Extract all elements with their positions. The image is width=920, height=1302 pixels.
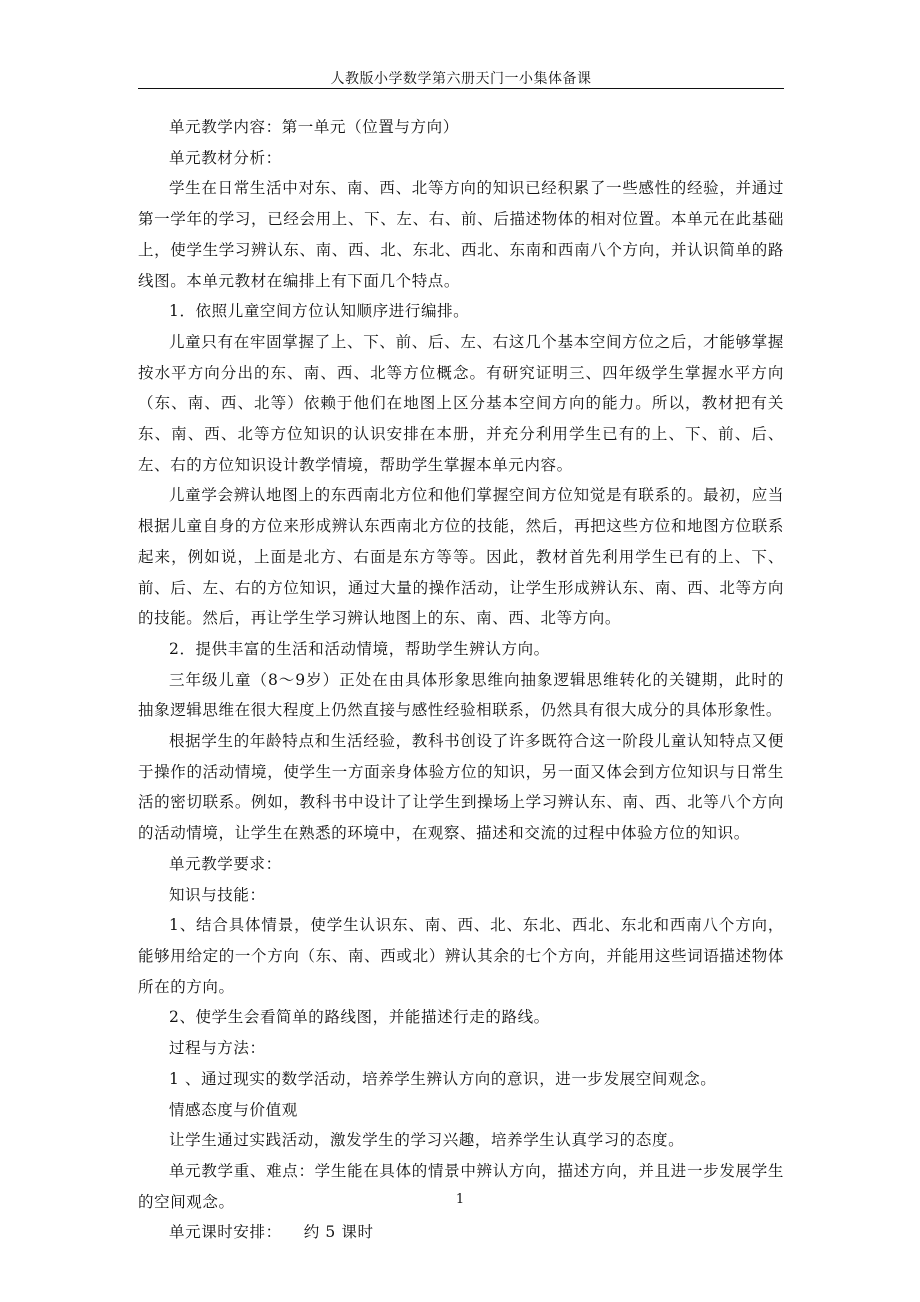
- paragraph-unit-content: 单元教学内容：第一单元（位置与方向）: [169, 118, 459, 136]
- document-body: [138, 112, 784, 1248]
- paragraph-requirements-heading: 单元教学要求：: [169, 854, 282, 873]
- paragraph-class-hours: 单元课时安排： 约 5 课时: [169, 1223, 374, 1242]
- paragraph-material-analysis-heading: 单元教材分析：: [169, 148, 282, 167]
- header-rule: [138, 88, 784, 89]
- paragraph-attitude-detail: 让学生通过实践活动，激发学生的学习兴趣，培养学生认真学习的态度。: [169, 1131, 685, 1150]
- paragraph-feature-1-detail-b: 儿童学会辨认地图上的东西南北方位和他们掌握空间方位知觉是有联系的。最初，应当根据儿童自身的方位来形成辨认东西南北方位的技能，然后，再把这些方位和地图方位联系起来，例如说，上面是北方、右面是东方等等。因此，教材首先利用学生已有的上、下、前、后、左、右的方位知识，通过大量的操作活动，让学生形成辨认东、南、西、北等方向的技能。然后，再让学生学习辨认地图上的东、南、西、北等方向。: [138, 486, 784, 628]
- paragraph-feature-1-detail-a: 儿童只有在牢固掌握了上、下、前、后、左、右这几个基本空间方位之后，才能够掌握按水平方向分出的东、南、西、北等方位概念。有研究证明三、四年级学生掌握水平方向（东、南、西、北等）依赖于他们在地图上区分基本空间方向的能力。所以，教材把有关东、南、西、北等方位知识的认识安排在本册，并充分利用学生已有的上、下、前、后、左、右的方位知识设计教学情境，帮助学生掌握本单元内容。: [138, 332, 784, 474]
- paragraph-feature-1-heading: 1．依照儿童空间方位认知顺序进行编排。: [169, 302, 470, 321]
- page-number: 1: [455, 1192, 465, 1207]
- paragraph-key-difficult-points: 单元教学重、难点：学生能在具体的情景中辨认方向，描述方向，并且进一步发展学生的空间观念。: [138, 1161, 784, 1211]
- paragraph-knowledge-item-2: 2、使学生会看简单的路线图，并能描述行走的路线。: [169, 1008, 550, 1027]
- running-header: 人教版小学数学第六册天门一小集体备课: [330, 71, 592, 87]
- paragraph-knowledge-skills-heading: 知识与技能：: [169, 885, 266, 904]
- paragraph-feature-2-heading: 2．提供丰富的生活和活动情境，帮助学生辨认方向。: [169, 639, 550, 658]
- paragraph-process-method-heading: 过程与方法：: [169, 1039, 266, 1058]
- paragraph-feature-2-detail-a: 三年级儿童（8～9岁）正处在由具体形象思维向抽象逻辑思维转化的关键期，此时的抽象逻辑思维在很大程度上仍然直接与感性经验相联系，仍然具有很大成分的具体形象性。: [138, 670, 784, 720]
- paragraph-attitude-heading: 情感态度与价值观: [169, 1100, 298, 1119]
- paragraph-knowledge-item-1: 1、结合具体情景，使学生认识东、南、西、北、东北、西北、东北和西南八个方向，能够用给定的一个方向（东、南、西或北）辨认其余的七个方向，并能用这些词语描述物体所在的方向。: [138, 916, 784, 996]
- paragraph-analysis-intro: 学生在日常生活中对东、南、西、北等方向的知识已经积累了一些感性的经验，并通过第一学年的学习，已经会用上、下、左、右、前、后描述物体的相对位置。本单元在此基础上，使学生学习辨认东、南、西、北、东北、西北、东南和西南八个方向，并认识简单的路线图。本单元教材在编排上有下面几个特点。: [138, 179, 784, 290]
- paragraph-process-item-1: 1 、通过现实的数学活动，培养学生辨认方向的意识，进一步发展空间观念。: [169, 1069, 717, 1088]
- paragraph-feature-2-detail-b: 根据学生的年龄特点和生活经验，教科书创设了许多既符合这一阶段儿童认知特点又便于操作的活动情境，使学生一方面亲身体验方位的知识，另一面又体会到方位知识与日常生活的密切联系。例如，教科书中设计了让学生到操场上学习辨认东、南、西、北等八个方向的活动情境，让学生在熟悉的环境中，在观察、描述和交流的过程中体验方位的知识。: [138, 732, 784, 843]
